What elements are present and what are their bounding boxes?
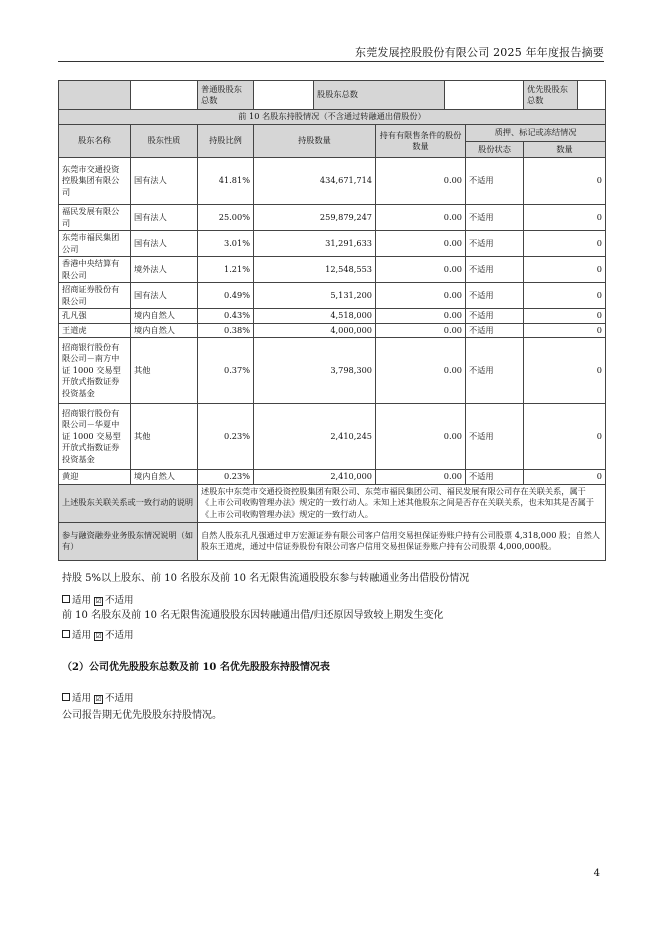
share-quantity: 31,291,633 <box>254 231 376 257</box>
no-preferred-note: 公司报告期无优先股股东持股情况。 <box>62 710 222 721</box>
restricted-shares: 0.00 <box>376 231 466 257</box>
pledge-status: 不适用 <box>466 257 524 283</box>
shareholding-ratio: 0.23% <box>198 404 254 470</box>
shareholding-ratio: 1.21% <box>198 257 254 283</box>
shareholder-nature: 境内自然人 <box>131 323 198 338</box>
pledge-status: 不适用 <box>466 404 524 470</box>
pledge-status: 不适用 <box>466 309 524 324</box>
shareholder-name: 黄迎 <box>59 470 131 485</box>
shareholder-name: 东莞市福民集团公司 <box>59 231 131 257</box>
shareholder-total-label: 股股东总数 <box>314 81 445 110</box>
shareholder-name: 招商证券股份有限公司 <box>59 283 131 309</box>
shareholder-name: 孔凡强 <box>59 309 131 324</box>
shareholder-nature: 国有法人 <box>131 158 198 205</box>
table-row <box>59 158 606 205</box>
restricted-shares: 0.00 <box>376 323 466 338</box>
table-row <box>59 338 606 404</box>
share-quantity: 12,548,553 <box>254 257 376 283</box>
pref-total-label: 优先股股东总数 <box>524 81 578 110</box>
table-row <box>59 231 606 257</box>
margin-trading-text: 自然人股东孔凡强通过申万宏源证券有限公司客户信用交易担保证券账户持有公司股票 4,318,000 股；自然人股东王道虎，通过中信证券股份有限公司客户信用交易担保证券账户持有公司股票 4,000,000股。 <box>198 522 606 560</box>
pledge-quantity: 0 <box>524 158 606 205</box>
page-number: 4 <box>593 868 600 879</box>
pledge-status: 不适用 <box>466 283 524 309</box>
option-not-applicable: 不适用 <box>105 630 134 641</box>
restricted-shares: 0.00 <box>376 283 466 309</box>
shareholding-ratio: 0.43% <box>198 309 254 324</box>
header-nature: 股东性质 <box>131 125 198 158</box>
table-row <box>59 309 606 324</box>
pledge-quantity: 0 <box>524 323 606 338</box>
related-party-label: 上述股东关联关系或一致行动的说明 <box>59 484 198 522</box>
common-total-label: 普通股股东总数 <box>198 81 254 110</box>
shareholder-nature: 国有法人 <box>131 205 198 231</box>
pledge-quantity: 0 <box>524 257 606 283</box>
share-quantity: 4,518,000 <box>254 309 376 324</box>
table-row <box>59 323 606 338</box>
share-quantity: 3,798,300 <box>254 338 376 404</box>
header-pledge-qty: 数量 <box>524 142 606 158</box>
checkbox-checked-icon: ☑ <box>95 632 102 640</box>
shareholder-nature: 其他 <box>131 404 198 470</box>
shareholder-nature: 境内自然人 <box>131 470 198 485</box>
shareholder-nature: 其他 <box>131 338 198 404</box>
shareholder-name: 招商银行股份有限公司－南方中证 1000 交易型开放式指数证券投资基金 <box>59 338 131 404</box>
table-row <box>59 257 606 283</box>
shareholding-ratio: 0.37% <box>198 338 254 404</box>
shareholder-nature: 境外法人 <box>131 257 198 283</box>
option-line-3 <box>62 692 134 706</box>
report-header-title: 东莞发展控股股份有限公司 2025 年年度报告摘要 <box>355 46 604 59</box>
shareholder-total-value <box>445 81 524 110</box>
checkbox-unchecked-icon <box>62 630 70 638</box>
restricted-shares: 0.00 <box>376 309 466 324</box>
pledge-quantity: 0 <box>524 404 606 470</box>
shareholder-name: 福民发展有限公司 <box>59 205 131 231</box>
summary-empty-cell <box>131 81 198 110</box>
pledge-quantity: 0 <box>524 338 606 404</box>
share-quantity: 5,131,200 <box>254 283 376 309</box>
restricted-shares: 0.00 <box>376 257 466 283</box>
shareholder-nature: 境内自然人 <box>131 309 198 324</box>
shareholding-ratio: 25.00% <box>198 205 254 231</box>
restricted-shares: 0.00 <box>376 404 466 470</box>
checkbox-unchecked-icon <box>62 693 70 701</box>
option-line-1 <box>62 594 134 608</box>
restricted-shares: 0.00 <box>376 158 466 205</box>
lending-change-heading: 前 10 名股东及前 10 名无限售流通股股东因转融通出借/归还原因导致较上期发生变化 <box>62 610 444 621</box>
option-applicable: 适用 <box>72 630 92 641</box>
pledge-status: 不适用 <box>466 158 524 205</box>
pledge-status: 不适用 <box>466 323 524 338</box>
related-party-text: 述股东中东莞市交通投资控股集团有限公司、东莞市福民集团公司、福民发展有限公司存在关联关系，属于《上市公司收购管理办法》规定的一致行动人。未知上述其他股东之间是否存在关联关系，也未知其是否属于《上市公司收购管理办法》规定的一致行动人。 <box>198 484 606 522</box>
shareholding-ratio: 3.01% <box>198 231 254 257</box>
header-restricted: 持有有限售条件的股份数量 <box>376 125 466 158</box>
header-pledge-status: 股份状态 <box>466 142 524 158</box>
summary-blank-cell <box>59 81 131 110</box>
option-line-2 <box>62 629 134 643</box>
checkbox-unchecked-icon <box>62 595 70 603</box>
pledge-quantity: 0 <box>524 309 606 324</box>
shareholding-ratio: 0.23% <box>198 470 254 485</box>
checkbox-checked-icon: ☑ <box>95 695 102 703</box>
restricted-shares: 0.00 <box>376 205 466 231</box>
shareholder-nature: 国有法人 <box>131 283 198 309</box>
shareholding-ratio: 41.81% <box>198 158 254 205</box>
share-quantity: 4,000,000 <box>254 323 376 338</box>
option-not-applicable: 不适用 <box>105 693 134 704</box>
preferred-shares-subheading: （2）公司优先股股东总数及前 10 名优先股股东持股情况表 <box>62 662 330 673</box>
table-row <box>59 470 606 485</box>
header-ratio: 持股比例 <box>198 125 254 158</box>
share-quantity: 434,671,714 <box>254 158 376 205</box>
margin-trading-label: 参与融资融券业务股东情况说明（如有） <box>59 522 198 560</box>
checkbox-checked-icon: ☑ <box>95 597 102 605</box>
table-row <box>59 283 606 309</box>
pledge-quantity: 0 <box>524 205 606 231</box>
option-not-applicable: 不适用 <box>105 595 134 606</box>
option-applicable: 适用 <box>72 693 92 704</box>
shareholder-name: 东莞市交通投资控股集团有限公司 <box>59 158 131 205</box>
table-row <box>59 404 606 470</box>
share-quantity: 2,410,245 <box>254 404 376 470</box>
pledge-quantity: 0 <box>524 470 606 485</box>
securities-lending-heading: 持股 5%以上股东、前 10 名股东及前 10 名无限售流通股股东参与转融通业务出借股份情况 <box>62 573 470 584</box>
shareholder-name: 王道虎 <box>59 323 131 338</box>
share-quantity: 259,879,247 <box>254 205 376 231</box>
pledge-status: 不适用 <box>466 231 524 257</box>
pledge-quantity: 0 <box>524 231 606 257</box>
common-total-value <box>254 81 314 110</box>
shareholding-ratio: 0.49% <box>198 283 254 309</box>
header-quantity: 持股数量 <box>254 125 376 158</box>
shareholder-nature: 国有法人 <box>131 231 198 257</box>
shareholding-ratio: 0.38% <box>198 323 254 338</box>
restricted-shares: 0.00 <box>376 470 466 485</box>
shareholder-name: 招商银行股份有限公司－华夏中证 1000 交易型开放式指数证券投资基金 <box>59 404 131 470</box>
share-quantity: 2,410,000 <box>254 470 376 485</box>
section-title: 前 10 名股东持股情况（不含通过转融通出借股份） <box>59 110 606 125</box>
pledge-status: 不适用 <box>466 470 524 485</box>
summary-row <box>59 81 606 110</box>
header-name: 股东名称 <box>59 125 131 158</box>
shareholder-table <box>58 80 606 561</box>
table-row <box>59 205 606 231</box>
restricted-shares: 0.00 <box>376 338 466 404</box>
header-divider <box>58 61 604 62</box>
pledge-status: 不适用 <box>466 338 524 404</box>
pledge-status: 不适用 <box>466 205 524 231</box>
shareholder-name: 香港中央结算有限公司 <box>59 257 131 283</box>
option-applicable: 适用 <box>72 595 92 606</box>
pref-total-value <box>578 81 606 110</box>
pledge-quantity: 0 <box>524 283 606 309</box>
header-pledge-group: 质押、标记或冻结情况 <box>466 125 606 142</box>
